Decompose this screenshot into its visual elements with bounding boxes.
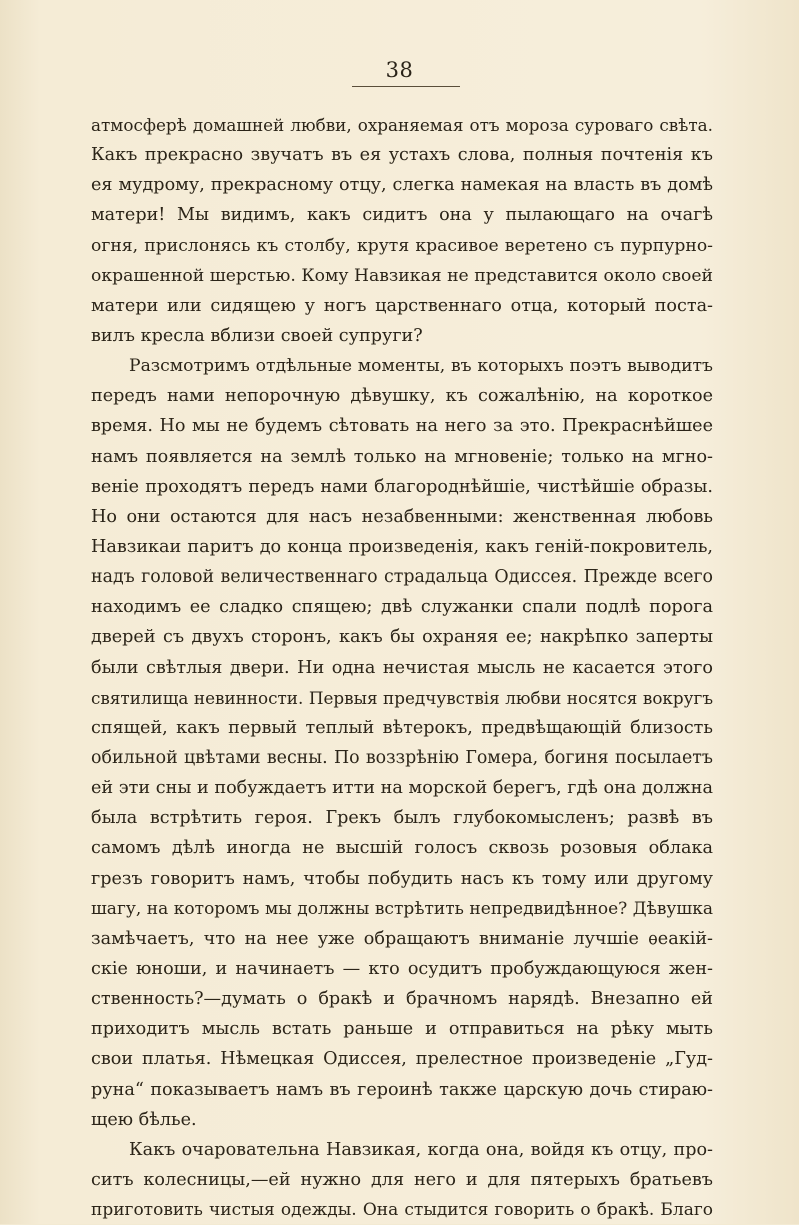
text-line: щею бѣлье. [91,1109,197,1130]
text-line: ея мудрому, прекрасному отцу, слегка намекая на власть въ домѣ [91,175,713,196]
text-line: приходитъ мысль встать раньше и отправиться на рѣку мыть [91,1019,713,1040]
text-line: Какъ прекрасно звучатъ въ ея устахъ слова, полныя почтенія къ [91,145,713,166]
text-line: были свѣтлыя двери. Ни одна нечистая мысль не касается этого [91,657,713,678]
text-line: шагу, на которомъ мы должны встрѣтить непредвидѣнное? Дѣвушка [91,898,713,919]
text-line: вилъ кресла вблизи своей супруги? [91,325,423,346]
text-line: веніе проходятъ передъ нами благороднѣйшіе, чистѣйшіе образы. [91,476,713,497]
text-line: окрашенной шерстью. Кому Навзикая не представится около своей [91,265,713,286]
text-line: намъ появляется на землѣ только на мгновеніе; только на мгно- [91,446,713,467]
text-line: свои платья. Нѣмецкая Одиссея, прелестное произведеніе „Гуд- [91,1049,713,1070]
text-line: огня, прислонясь къ столбу, крутя красивое веретено съ пурпурно- [91,235,713,256]
text-line: спящей, какъ первый теплый вѣтерокъ, предвѣщающій близость [91,717,713,738]
text-line: ситъ колесницы,—ей нужно для него и для пятерыхъ братьевъ [91,1169,713,1190]
text-line: находимъ ее сладко спящею; двѣ служанки спали подлѣ порога [91,597,713,618]
text-line: Но они остаются для насъ незабвенными: женственная любовь [91,506,713,527]
text-line: ственность?—думать о бракѣ и брачномъ нарядѣ. Внезапно ей [91,989,713,1010]
text-line: матери или сидящею у ногъ царственнаго отца, который поста- [91,295,713,316]
text-line: скіе юноши, и начинаетъ — кто осудитъ пробуждающуюся жен- [91,958,713,979]
text-line: замѣчаетъ, что на нее уже обращаютъ вниманіе лучшіе ѳеакій- [91,928,713,949]
text-line: дверей съ двухъ сторонъ, какъ бы охраняя ее; накрѣпко заперты [91,627,713,648]
text-line: передъ нами непорочную дѣвушку, къ сожалѣнію, на короткое [91,386,713,407]
header-rule [352,86,460,87]
text-line: Навзикаи паритъ до конца произведенія, какъ геній-покровитель, [91,536,713,557]
text-line: атмосферѣ домашней любви, охраняемая отъ мороза суроваго свѣта. [91,115,713,135]
text-line: обильной цвѣтами весны. По воззрѣнію Гомера, богиня посылаетъ [91,747,713,768]
body-text [91,110,713,1225]
text-line: была встрѣтить героя. Грекъ былъ глубокомысленъ; развѣ въ [91,808,713,829]
page-number: 38 [385,58,414,82]
text-line: самомъ дѣлѣ иногда не высшій голосъ сквозь розовыя облака [91,838,713,859]
text-line: надъ головой величественнаго страдальца Одиссея. Прежде всего [91,567,713,588]
text-line: грезъ говоритъ намъ, чтобы побудить насъ къ тому или другому [91,868,713,889]
text-line: святилища невинности. Первыя предчувствія любви носятся вокругъ [91,687,713,708]
text-line: приготовить чистыя одежды. Она стыдится говорить о бракѣ. Благо [91,1200,713,1221]
text-line: Какъ очаровательна Навзикая, когда она, войдя къ отцу, про- [129,1139,713,1160]
text-line: матери! Мы видимъ, какъ сидитъ она у пылающаго на очагѣ [91,205,713,226]
text-line: руна“ показываетъ намъ въ героинѣ также царскую дочь стираю- [91,1079,713,1100]
text-line: время. Но мы не будемъ сѣтовать на него за это. Прекраснѣйшее [91,416,713,437]
text-line: Разсмотримъ отдѣльные моменты, въ которыхъ поэтъ выводитъ [129,356,713,377]
text-line: ей эти сны и побуждаетъ итти на морской берегъ, гдѣ она должна [91,778,713,799]
